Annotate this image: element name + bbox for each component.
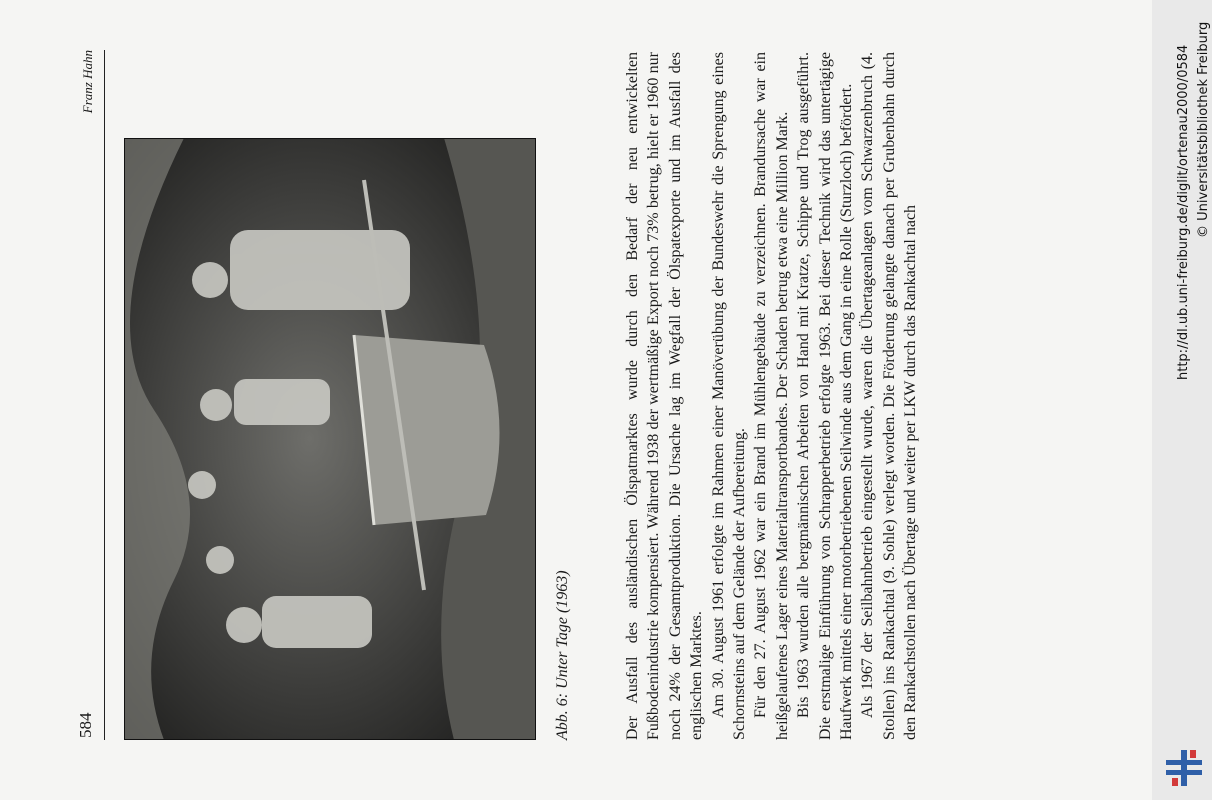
figure-caption: Abb. 6: Unter Tage (1963) bbox=[554, 570, 571, 740]
page-number: 584 bbox=[76, 712, 95, 738]
rotated-page-content bbox=[70, 50, 1090, 740]
running-header bbox=[70, 50, 105, 740]
copyright-notice: © Universitätsbibliothek Freiburg bbox=[1196, 21, 1211, 238]
paragraph: Für den 27. August 1962 war ein Brand im Mühlengebäude zu verzeichnen. Brandursache war ein heißgelaufenes Lager eines Materialtransportbandes. Der Schaden betrug etwa eine Million Mark. bbox=[752, 52, 791, 740]
source-url[interactable]: http://dl.ub.uni-freiburg.de/diglit/ortenau2000/0584 bbox=[1176, 44, 1191, 380]
photograph-miners-underground bbox=[124, 138, 536, 740]
paragraph: Der Ausfall des ausländischen Ölspatmarktes wurde durch den Bedarf der neu entwickelten Fußbodenindustrie kompensiert. Während 1938 der wertmäßige Export noch 73% betrug, hielt er 1960 nur noch 24% der Gesamtproduktion. Die Ursache lag im Wegfall der Ölspatexporte und im Ausfall des englischen Marktes. bbox=[624, 52, 706, 740]
running-head-author: Franz Hahn bbox=[80, 50, 95, 114]
article-body bbox=[622, 52, 922, 740]
library-logo-icon bbox=[1164, 748, 1204, 788]
paragraph: Bis 1963 wurden alle bergmännischen Arbeiten von Hand mit Kratze, Schippe und Trog ausgeführt. Die erstmalige Einführung von Schrapperbetrieb erfolgte 1963. Bei dieser Technik wird das untertägige Haufwerk mittels einer motorbetriebenen Seilwinde aus dem Gang in eine Rolle (Sturzloch) befördert. bbox=[795, 52, 856, 740]
paragraph: Am 30. August 1961 erfolgte im Rahmen einer Manöverübung der Bundeswehr die Sprengung eines Schornsteins auf dem Gelände der Aufbereitung. bbox=[709, 52, 749, 740]
paragraph: Als 1967 der Seilbahnbetrieb eingestellt wurde, waren die Übertageanlagen vom Schwarzenbruch (4. Stollen) ins Rankachtal (9. Sohle) verlegt worden. Die Förderung gelangte danach per Grubenbahn durch den Rankachstollen nach Übertage und weiter per LKW durch das Rankachtal nach bbox=[859, 52, 920, 740]
